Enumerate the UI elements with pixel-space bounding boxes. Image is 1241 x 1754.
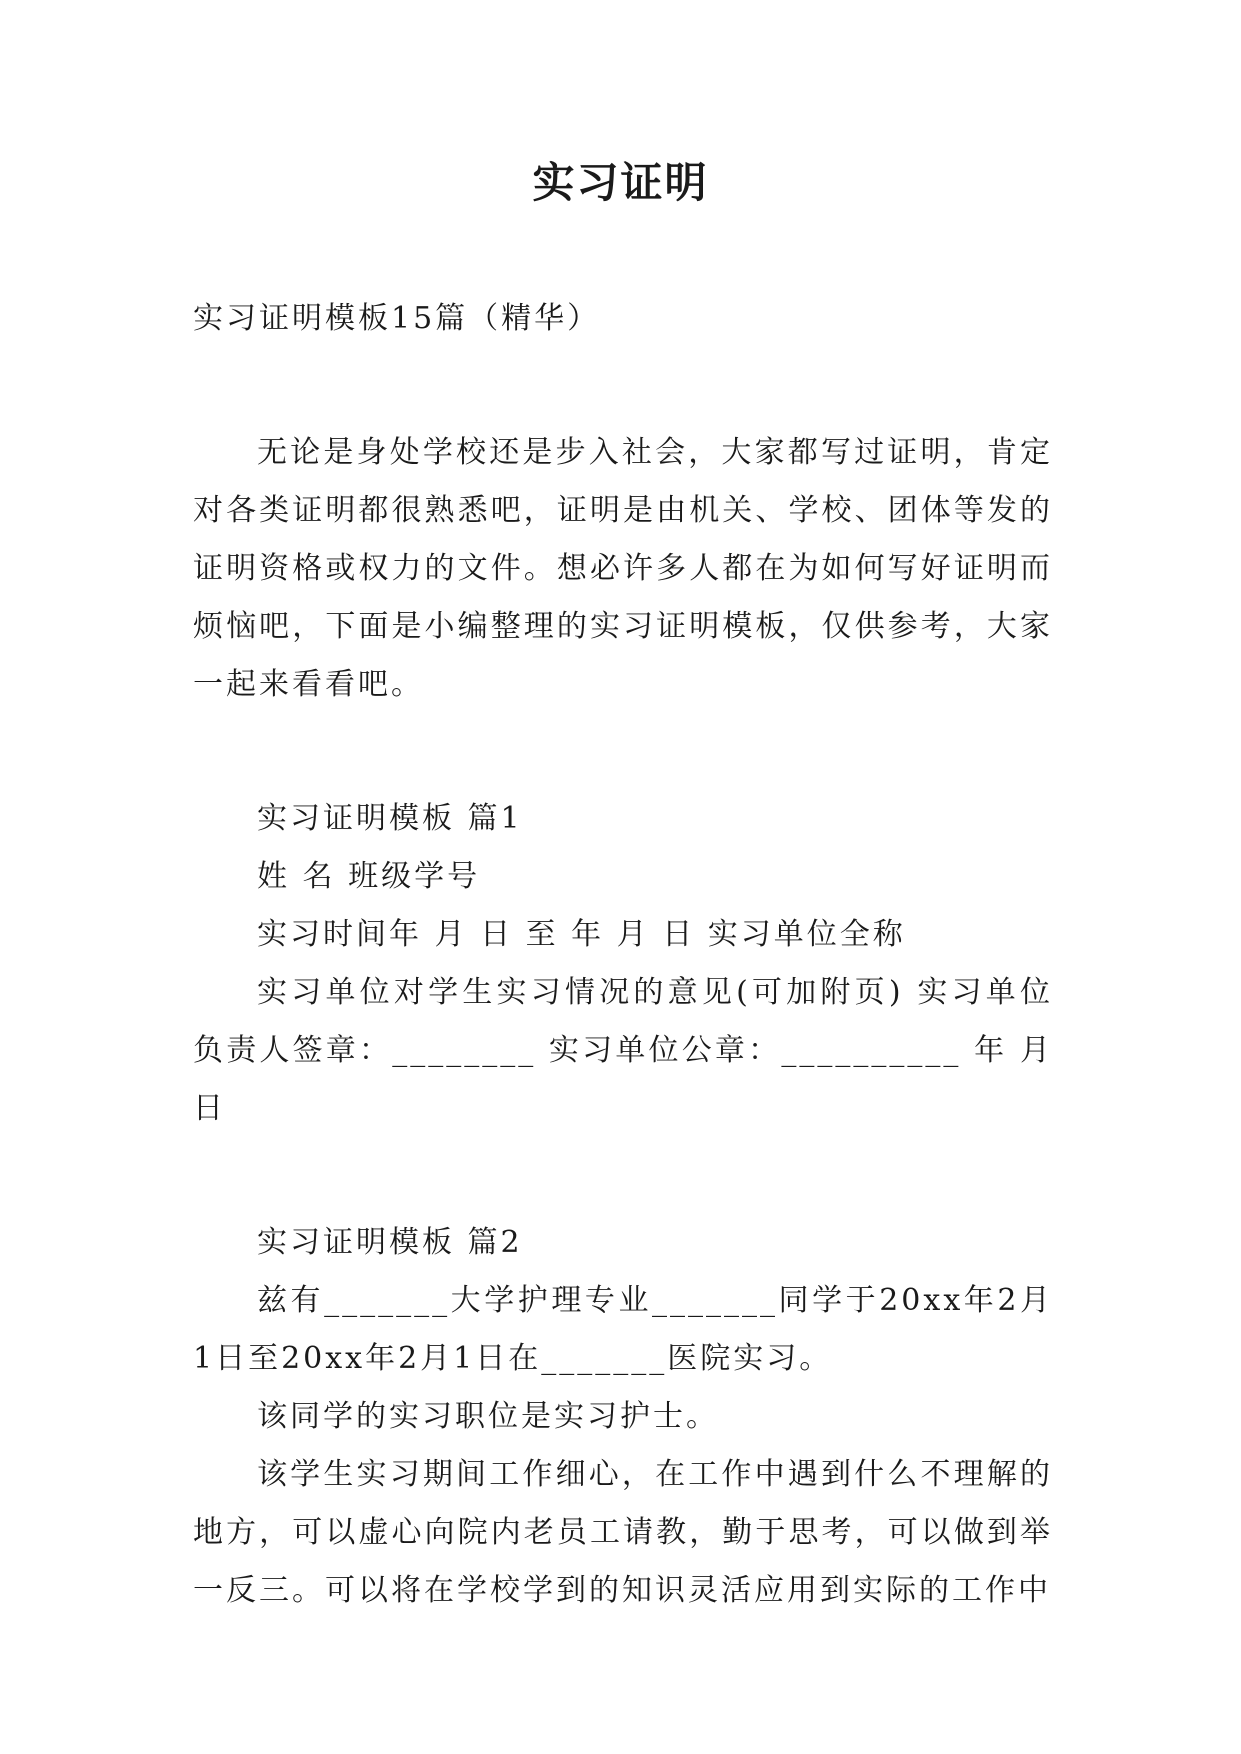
document-title: 实习证明 — [532, 158, 709, 207]
section2-paragraph-2: 该同学的实习职位是实习护士。 — [257, 1399, 719, 1434]
document-subtitle: 实习证明模板15篇（精华） — [193, 301, 601, 336]
section2-paragraph-3: 该学生实习期间工作细心，在工作中遇到什么不理解的地方，可以虚心向院内老员工请教，勤于思考，可以做到举一反三。可以将在学校学到的知识灵活应用到实际的工作中 — [193, 1457, 1053, 1608]
section2-paragraph-1: 兹有_______大学护理专业_______同学于20xx年2月1日至20xx年2月1日在_______医院实习。 — [193, 1283, 1053, 1376]
document-body — [193, 290, 1053, 1620]
section1-name-line: 姓 名 班级学号 — [257, 859, 481, 894]
spacer — [193, 714, 1053, 790]
section1-opinion-paragraph: 实习单位对学生实习情况的意见(可加附页) 实习单位负责人签章：________ 实习单位公章：__________ 年 月日 — [193, 975, 1053, 1126]
spacer — [193, 348, 1053, 424]
section2-heading: 实习证明模板 篇2 — [257, 1225, 523, 1260]
intro-paragraph: 无论是身处学校还是步入社会，大家都写过证明，肯定对各类证明都很熟悉吧，证明是由机关、学校、团体等发的证明资格或权力的文件。想必许多人都在为如何写好证明而烦恼吧，下面是小编整理的实习证明模板，仅供参考，大家一起来看看吧。 — [193, 435, 1053, 702]
section1-heading: 实习证明模板 篇1 — [257, 801, 523, 836]
section1-time-line: 实习时间年 月 日 至 年 月 日 实习单位全称 — [257, 917, 906, 952]
spacer — [193, 1138, 1053, 1214]
